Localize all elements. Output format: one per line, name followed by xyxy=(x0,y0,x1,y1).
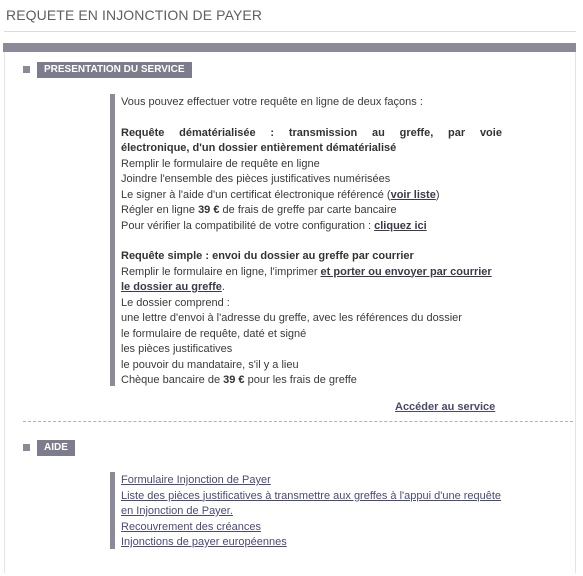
cheque-line xyxy=(121,373,502,389)
dematerialized-step-1: Remplir le formulaire de requête en ligne xyxy=(121,157,320,170)
presentation-content xyxy=(121,95,502,389)
section-divider xyxy=(23,421,573,422)
porter-envoyer-link-part1[interactable]: et porter ou envoyer par courrier xyxy=(320,265,492,278)
presentation-header-label xyxy=(37,62,192,78)
cheque-amount: 39 € xyxy=(223,374,245,386)
dematerialized-title-line1 xyxy=(121,126,502,142)
dossier-item-1: une lettre d'envoi à l'adresse du greffe, avec les références du dossier xyxy=(121,312,462,324)
simple-step1-prefix: Remplir le formulaire en ligne, l'imprimer xyxy=(121,265,321,278)
dossier-item-3: les pièces justificatives xyxy=(121,343,233,355)
right-frame-line xyxy=(575,52,576,573)
voir-liste-link[interactable]: voir liste xyxy=(390,188,436,201)
intro-text: Vous pouvez effectuer votre requête en ligne de deux façons : xyxy=(121,96,423,108)
aide-content-border xyxy=(110,472,115,549)
cheque-prefix: Chèque bancaire de xyxy=(121,374,224,386)
porter-envoyer-link-part2[interactable]: le dossier au greffe xyxy=(121,281,222,293)
step3-suffix: ) xyxy=(435,188,440,201)
aide-header-text: AIDE xyxy=(44,442,68,453)
step4-prefix: Régler en ligne xyxy=(121,204,199,216)
step5-prefix: Pour vérifier la compatibilité de votre configuration : xyxy=(121,219,375,232)
cheque-suffix: pour les frais de greffe xyxy=(244,374,357,386)
top-bar xyxy=(3,43,576,52)
aide-header-label xyxy=(37,440,75,456)
title-divider xyxy=(4,31,576,32)
simple-title: Requête simple : envoi du dossier au greffe par courrier xyxy=(121,250,414,262)
dossier-item-4: le pouvoir du mandataire, s'il y a lieu xyxy=(121,358,299,371)
dematerialized-title-text1: Requête dématérialisée : transmission au greffe, par voie xyxy=(121,126,502,139)
step3-prefix: Le signer à l'aide d'un certificat électronique référencé ( xyxy=(121,188,391,201)
page-title: REQUETE EN INJONCTION DE PAYER xyxy=(6,7,263,23)
simple-step1-suffix: . xyxy=(221,281,225,293)
dossier-label: Le dossier comprend : xyxy=(121,296,230,309)
simple-step-1-line1 xyxy=(121,265,502,281)
aide-links-list xyxy=(121,473,506,551)
dossier-item-2: le formulaire de requête, daté et signé xyxy=(121,327,307,340)
injonctions-europeennes-link[interactable]: Injonctions de payer européennes xyxy=(121,536,287,548)
dematerialized-step-2: Joindre l'ensemble des pièces justificatives numérisées xyxy=(121,173,391,185)
simple-step-1-line2 xyxy=(121,280,502,296)
formulaire-injonction-link[interactable]: Formulaire Injonction de Payer xyxy=(121,474,271,486)
acceder-au-service-link[interactable]: Accéder au service xyxy=(395,401,496,413)
presentation-content-border xyxy=(110,94,115,386)
left-frame-line xyxy=(4,52,5,573)
liste-pieces-link-line1: Liste des pièces justificatives à transmettre aux greffes à l'appui d'une requête xyxy=(121,489,502,502)
presentation-header-text: PRESENTATION DU SERVICE xyxy=(44,64,185,75)
liste-pieces-link[interactable] xyxy=(121,489,506,520)
dematerialized-step-3 xyxy=(121,188,502,204)
liste-pieces-link-line2: en Injonction de Payer. xyxy=(121,505,233,517)
step4-suffix: de frais de greffe par carte bancaire xyxy=(219,204,397,216)
dematerialized-step-4 xyxy=(121,203,502,219)
cliquez-ici-link[interactable]: cliquez ici xyxy=(374,219,427,232)
recouvrement-creances-link[interactable]: Recouvrement des créances xyxy=(121,520,262,533)
bullet-square-icon xyxy=(23,444,30,451)
dematerialized-step-5 xyxy=(121,219,502,235)
step4-amount: 39 € xyxy=(198,204,220,216)
dematerialized-title-line2: électronique, d'un dossier entièrement dématérialisé xyxy=(121,142,397,154)
bullet-square-icon xyxy=(23,66,30,73)
